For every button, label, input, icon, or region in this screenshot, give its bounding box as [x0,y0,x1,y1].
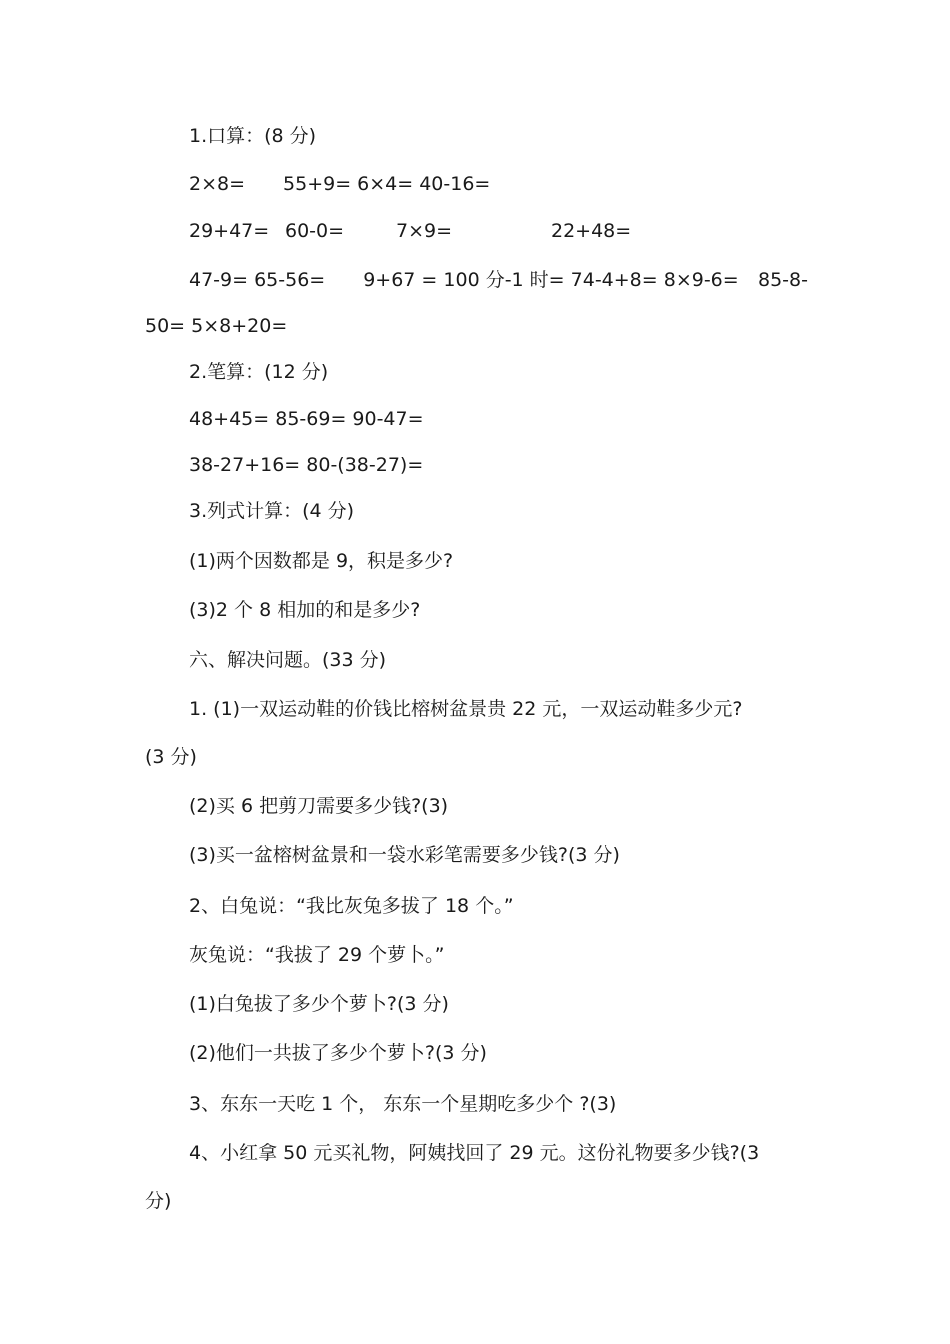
problem-1-line-2: (3 分) [145,746,197,768]
problem-3: 3、东东一天吃 1 个， 东东一个星期吃多少个 ?(3) [189,1093,617,1115]
problem-4-line-1: 4、小红拿 50 元买礼物，阿姨找回了 29 元。这份礼物要多少钱?(3 [189,1142,760,1164]
problem-1-question-3: (3)买一盆榕树盆景和一袋水彩笔需要多少钱?(3 分) [189,844,620,866]
problem-2-line-1: 2、白兔说：“我比灰兔多拔了 18 个。” [189,895,514,917]
problem-1-question-2: (2)买 6 把剪刀需要多少钱?(3) [189,795,449,817]
problems-heading: 六、解决问题。(33 分) [189,649,387,671]
oral-calc-row-3-tail: 85-8- [758,269,808,291]
oral-calc-row-2-item-2: 60-0= [285,220,345,242]
problem-4-line-2: 分) [145,1190,172,1212]
oral-calc-row-4: 50= 5×8+20= [145,315,288,337]
problem-2-question-1: (1)白兔拔了多少个萝卜?(3 分) [189,993,449,1015]
oral-calc-row-2-item-3: 7×9= [396,220,453,242]
oral-calc-row-3: 47-9= 65-56= 9+67 = 100 分-1 时= 74-4+8= 8×9-6= [189,269,739,291]
problem-1-line-1: 1. (1)一双运动鞋的价钱比榕树盆景贵 22 元，一双运动鞋多少元? [189,698,743,720]
column-calc-heading: 3.列式计算：(4 分) [189,500,355,522]
oral-calc-row-2-item-1: 29+47= [189,220,270,242]
written-calc-heading: 2.笔算：(12 分) [189,361,329,383]
problem-2-question-2: (2)他们一共拔了多少个萝卜?(3 分) [189,1042,487,1064]
column-calc-question-3: (3)2 个 8 相加的和是多少? [189,599,421,621]
written-calc-row-2: 38-27+16= 80-(38-27)= [189,454,424,476]
oral-calc-row-1: 2×8= 55+9= 6×4= 40-16= [189,173,491,195]
problem-2-line-2: 灰兔说：“我拔了 29 个萝卜。” [189,944,445,966]
oral-calc-row-2-item-4: 22+48= [551,220,632,242]
oral-calc-heading: 1.口算：(8 分) [189,125,317,147]
written-calc-row-1: 48+45= 85-69= 90-47= [189,408,424,430]
column-calc-question-1: (1)两个因数都是 9，积是多少? [189,550,454,572]
